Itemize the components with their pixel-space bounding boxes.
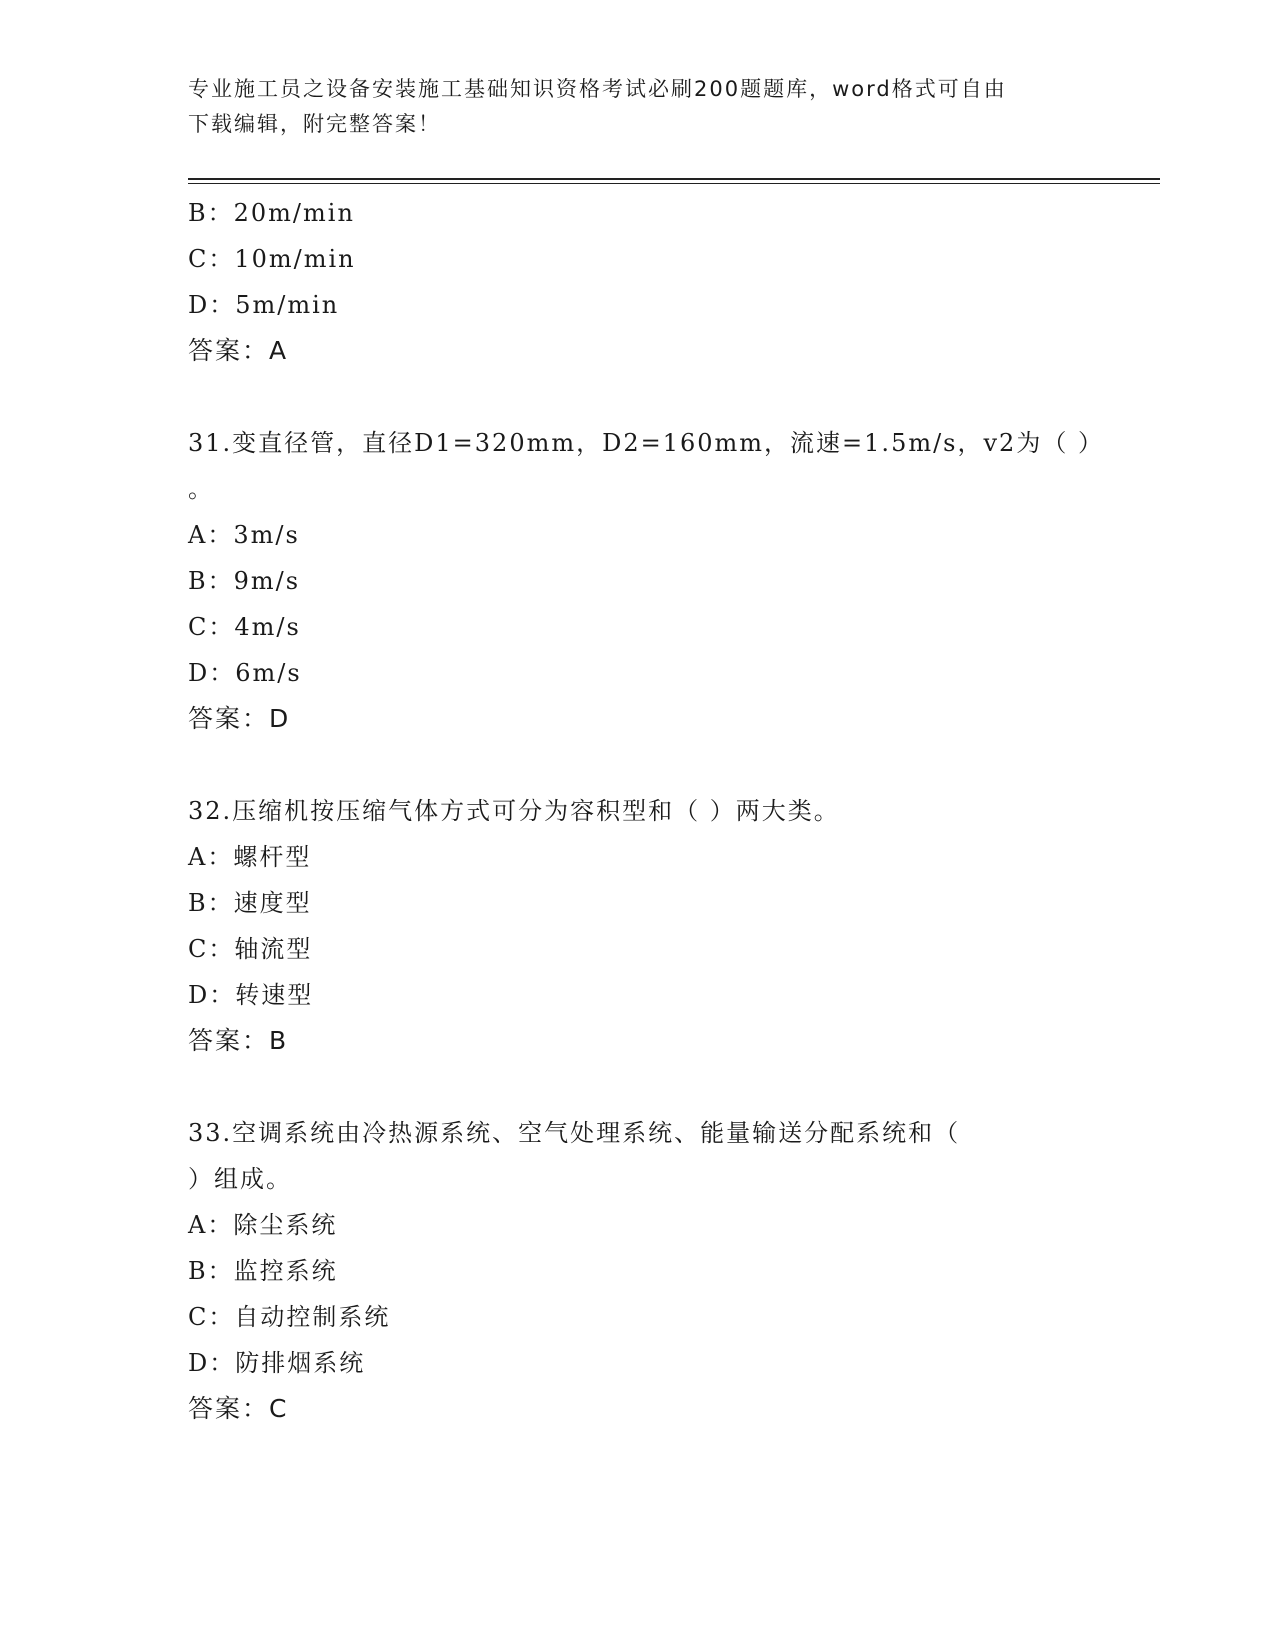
spacer: [188, 742, 1088, 788]
option-c: C：4m/s: [188, 613, 301, 641]
question-31: [188, 420, 1104, 742]
question-stem: 33.空调系统由冷热源系统、空气处理系统、能量输送分配系统和（: [188, 1119, 961, 1147]
option-c: C：10m/min: [188, 245, 356, 273]
option-d: D：转速型: [188, 981, 314, 1009]
option-b: B：速度型: [188, 889, 312, 917]
answer-line: 答案：C: [188, 1394, 289, 1423]
question-stem-continued: 。: [188, 475, 214, 503]
answer-line: 答案：B: [188, 1026, 289, 1055]
spacer: [188, 1064, 1088, 1110]
option-d: D：6m/s: [188, 659, 302, 687]
question-33: [188, 1110, 1088, 1432]
option-c: C：轴流型: [188, 935, 313, 963]
option-a: A：3m/s: [188, 521, 300, 549]
option-b: B：监控系统: [188, 1257, 338, 1285]
header-title-line-2: 下载编辑，附完整答案！: [188, 112, 441, 136]
question-stem-continued: ）组成。: [188, 1165, 292, 1193]
question-list: [188, 190, 1104, 1432]
header-title-line-1: 专业施工员之设备安装施工基础知识资格考试必刷200题题库，word格式可自由: [188, 77, 1007, 101]
spacer: [188, 374, 1088, 420]
document-header: [188, 72, 1088, 142]
question-stem: 32.压缩机按压缩气体方式可分为容积型和（ ）两大类。: [188, 797, 840, 825]
header-divider-thick: [188, 178, 1160, 180]
option-a: A：螺杆型: [188, 843, 312, 871]
header-divider-thin: [188, 183, 1160, 184]
question-32: [188, 788, 1088, 1064]
option-c: C：自动控制系统: [188, 1303, 391, 1331]
option-a: A：除尘系统: [188, 1211, 338, 1239]
question-30-continued: [188, 190, 1088, 374]
option-d: D：5m/min: [188, 291, 340, 319]
answer-line: 答案：D: [188, 704, 291, 733]
option-b: B：9m/s: [188, 567, 301, 595]
option-b: B：20m/min: [188, 199, 355, 227]
option-d: D：防排烟系统: [188, 1349, 366, 1377]
question-stem: 31.变直径管，直径D1=320mm，D2=160mm，流速=1.5m/s，v2为（ ）: [188, 429, 1104, 457]
answer-line: 答案：A: [188, 336, 289, 365]
